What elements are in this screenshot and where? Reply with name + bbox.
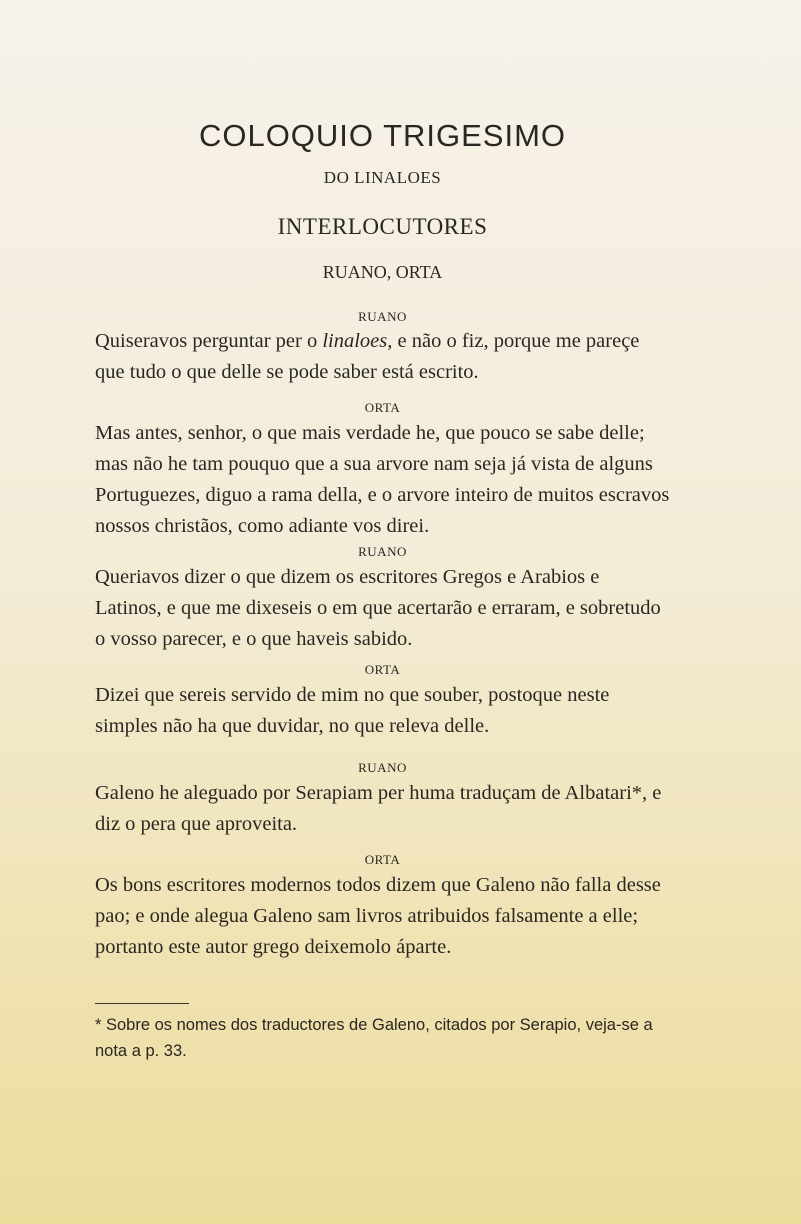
speaker-label: ORTA [364, 852, 401, 867]
speaker-label: ORTA [364, 662, 401, 677]
paragraph-italic: linaloes, [322, 330, 393, 352]
interlocutors-list: RUANO, ORTA [322, 262, 443, 282]
speaker-label: RUANO [358, 760, 407, 775]
paragraph-text: Quiseravos perguntar per o [95, 330, 323, 352]
paragraph-text: e não o fiz, porque me pareçe que tudo o que delle se pode saber está escrito. [95, 330, 640, 383]
speaker-label: RUANO [358, 544, 407, 559]
dialogue-paragraph [95, 326, 670, 388]
dialogue-paragraph: Os bons escritores modernos todos dizem que Galeno não falla desse pao; e onde alegua Galeno sam livros atribuidos falsamente a elle; portanto este autor grego deixemolo áparte. [95, 874, 661, 958]
dialogue-paragraph: Queriavos dizer o que dizem os escritores Gregos e Arabios e Latinos, e que me dixeseis o em que acertarão e erraram, e sobretudo o vosso parecer, e o que haveis sabido. [95, 566, 661, 650]
speaker-label: ORTA [364, 400, 401, 415]
dialogue-paragraph: Dizei que sereis servido de mim no que souber, postoque neste simples não ha que duvidar, no que releva delle. [95, 684, 610, 737]
footnote-divider [95, 1003, 189, 1004]
dialogue-paragraph: Mas antes, senhor, o que mais verdade he, que pouco se sabe delle; mas não he tam pouquo que a sua arvore nam seja já vista de alguns Portuguezes, diguo a rama della, e o arvore inteiro de muitos escravos nossos christãos, como adiante vos direi. [95, 422, 670, 537]
dialogue-paragraph: Galeno he aleguado por Serapiam per huma traduçam de Albatari*, e diz o pera que aproveita. [95, 782, 662, 835]
chapter-subtitle: DO LINALOES [323, 168, 442, 187]
chapter-title: COLOQUIO TRIGESIMO [198, 118, 567, 153]
interlocutors-heading: INTERLOCUTORES [277, 214, 488, 239]
speaker-label: RUANO [358, 309, 407, 324]
footnote: * Sobre os nomes dos traductores de Galeno, citados por Serapio, veja-se a nota a p. 33. [95, 1016, 653, 1060]
